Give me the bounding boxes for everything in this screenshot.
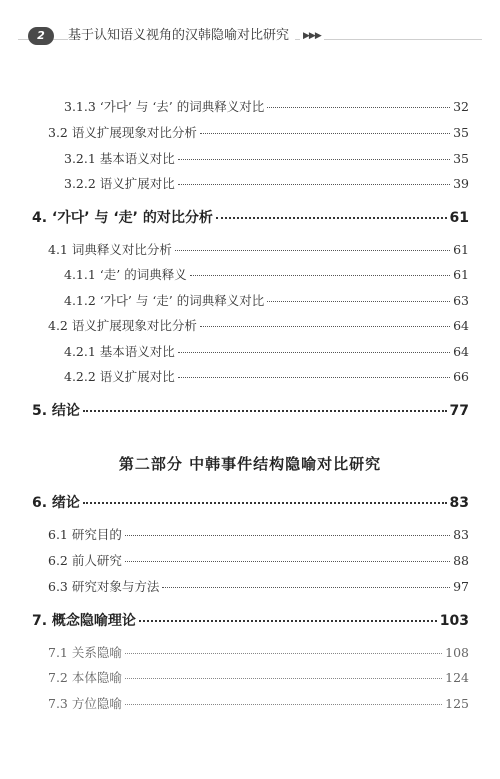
toc-entry-3-2-2[interactable] — [64, 174, 469, 192]
toc-chapter-6[interactable] — [32, 492, 469, 512]
dot-leader — [83, 410, 447, 412]
toc-entry-page: 61 — [453, 242, 469, 257]
dot-leader — [216, 217, 447, 219]
toc-entry-page: 83 — [453, 527, 469, 542]
toc-entry-page: 32 — [453, 99, 469, 114]
toc-entry-title: 6.2 前人研究 — [48, 553, 122, 568]
dot-leader — [125, 561, 450, 562]
dot-leader — [178, 352, 450, 353]
toc-entry-4-1[interactable] — [48, 240, 469, 258]
toc-entry-3-1-3[interactable] — [64, 97, 469, 115]
toc-entry-title: 6. 绪论 — [32, 495, 80, 511]
dot-leader — [125, 704, 442, 705]
toc-entry-title: 5. 结论 — [32, 403, 80, 419]
toc-entry-7-1[interactable] — [48, 643, 469, 661]
book-title: 基于认知语义视角的汉韩隐喻对比研究 — [68, 27, 295, 45]
toc-entry-6-3[interactable] — [48, 577, 469, 595]
dot-leader — [178, 377, 450, 378]
toc-entry-title: 4.1 词典释义对比分析 — [48, 242, 172, 257]
toc-entry-page: 35 — [453, 125, 469, 140]
arrow-icon: ▶▶▶ — [300, 28, 324, 44]
toc-entry-page: 63 — [453, 293, 469, 308]
toc-entry-title: 4.1.2 ‘가다’ 与 ‘走’ 的词典释义对比 — [64, 293, 265, 308]
toc-entry-4-2-1[interactable] — [64, 342, 469, 360]
toc-entry-6-2[interactable] — [48, 551, 469, 569]
dot-leader — [175, 250, 450, 251]
toc-entry-title: 4. ‘가다’ 与 ‘走’ 的对比分析 — [32, 210, 213, 226]
toc-entry-page: 88 — [453, 553, 469, 568]
toc-entry-page: 64 — [453, 344, 469, 359]
dot-leader — [162, 587, 450, 588]
toc-entry-title: 4.2.2 语义扩展对比 — [64, 369, 175, 384]
toc-entry-title: 3.2.2 语义扩展对比 — [64, 176, 175, 191]
toc-entry-page: 83 — [449, 495, 469, 511]
dot-leader — [139, 620, 437, 622]
toc-entry-page: 39 — [453, 176, 469, 191]
dot-leader — [83, 502, 447, 504]
toc-entry-page: 61 — [453, 267, 469, 282]
page-number-badge: 2 — [28, 27, 54, 45]
toc-entry-page: 108 — [445, 645, 469, 660]
dot-leader — [178, 159, 450, 160]
toc-chapter-5[interactable] — [32, 400, 469, 420]
toc-entry-4-2-2[interactable] — [64, 367, 469, 385]
toc-entry-title: 3.2 语义扩展现象对比分析 — [48, 125, 197, 140]
toc-entry-page: 97 — [453, 579, 469, 594]
toc-entry-page: 35 — [453, 151, 469, 166]
part-title: 第二部分 中韩事件结构隐喻对比研究 — [118, 455, 382, 473]
dot-leader — [267, 301, 450, 302]
dot-leader — [190, 275, 450, 276]
dot-leader — [125, 678, 442, 679]
toc-entry-title: 7. 概念隐喻理论 — [32, 613, 136, 629]
toc-entry-page: 103 — [439, 613, 469, 629]
toc-entry-page: 124 — [445, 670, 469, 685]
toc-chapter-7[interactable] — [32, 610, 469, 630]
toc-entry-4-2[interactable] — [48, 316, 469, 334]
toc-entry-page: 66 — [453, 369, 469, 384]
toc-entry-title: 6.1 研究目的 — [48, 527, 122, 542]
dot-leader — [267, 107, 450, 108]
running-header — [18, 26, 482, 48]
toc-entry-title: 4.1.1 ‘走’ 的词典释义 — [64, 267, 187, 282]
toc-entry-page: 125 — [445, 696, 469, 711]
dot-leader — [125, 653, 442, 654]
toc-entry-4-1-2[interactable] — [64, 291, 469, 309]
toc-entry-title: 4.2 语义扩展现象对比分析 — [48, 318, 197, 333]
toc-entry-page: 61 — [449, 210, 469, 226]
toc-entry-6-1[interactable] — [48, 525, 469, 543]
toc-entry-title: 4.2.1 基本语义对比 — [64, 344, 175, 359]
toc-entry-page: 77 — [449, 403, 469, 419]
toc-entry-page: 64 — [453, 318, 469, 333]
toc-entry-4-1-1[interactable] — [64, 265, 469, 283]
toc-entry-7-2[interactable] — [48, 668, 469, 686]
toc-chapter-4[interactable] — [32, 207, 469, 227]
toc-entry-title: 7.1 关系隐喻 — [48, 645, 122, 660]
dot-leader — [200, 326, 450, 327]
toc-entry-title: 7.2 本体隐喻 — [48, 670, 122, 685]
toc-entry-title: 3.1.3 ‘가다’ 与 ‘去’ 的词典释义对比 — [64, 99, 265, 114]
toc-entry-title: 6.3 研究对象与方法 — [48, 579, 160, 594]
toc-entry-7-3[interactable] — [48, 694, 469, 712]
toc-entry-3-2-1[interactable] — [64, 149, 469, 167]
toc-entry-title: 3.2.1 基本语义对比 — [64, 151, 175, 166]
toc-entry-3-2[interactable] — [48, 123, 469, 141]
dot-leader — [200, 133, 450, 134]
dot-leader — [178, 184, 450, 185]
dot-leader — [125, 535, 450, 536]
toc-entry-title: 7.3 方位隐喻 — [48, 696, 122, 711]
